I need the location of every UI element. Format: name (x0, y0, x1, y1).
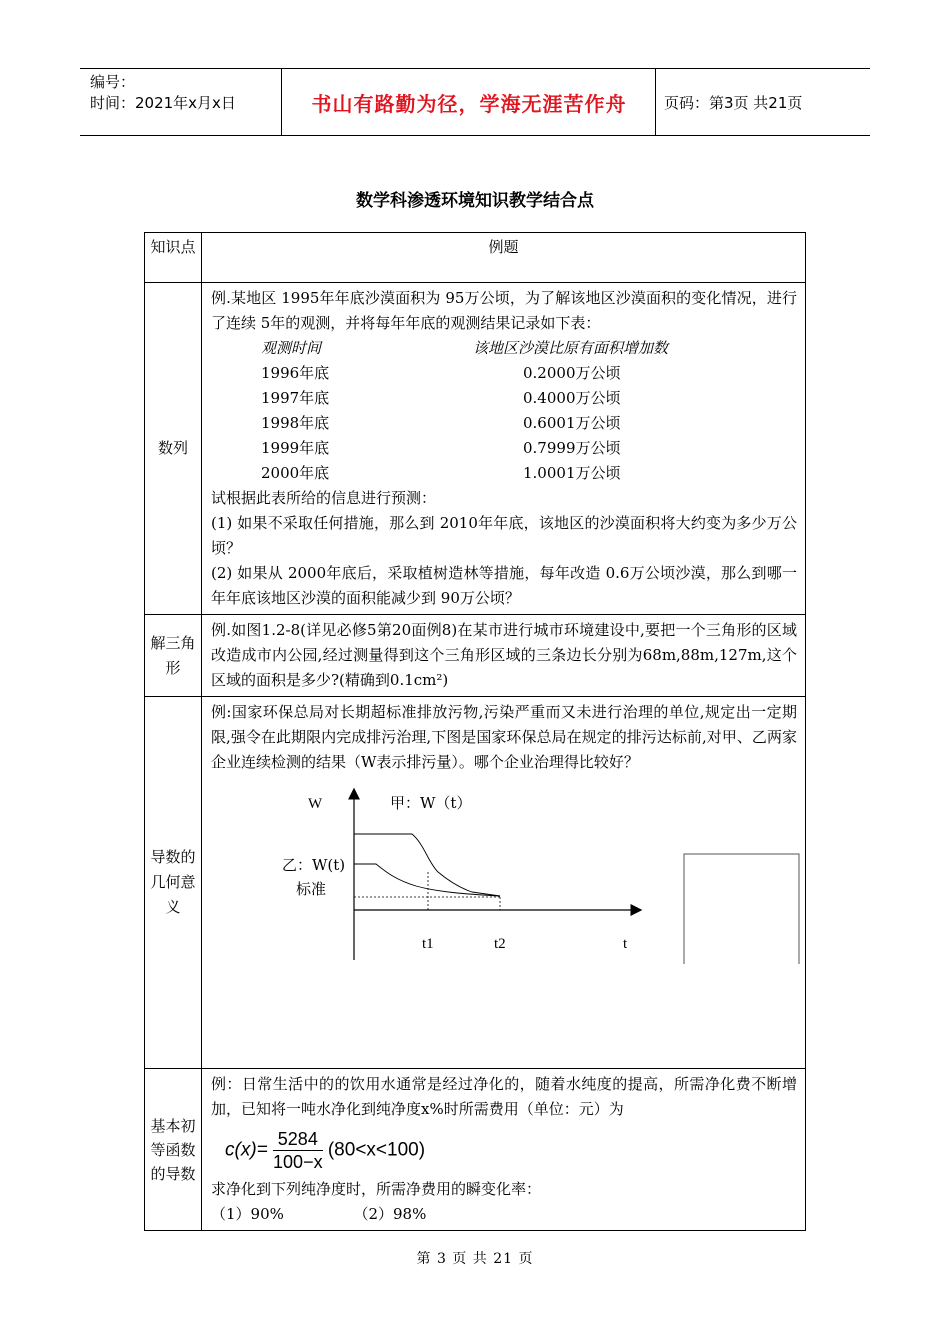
obs-year: 1999年底 (261, 439, 330, 457)
header-divider (655, 68, 656, 136)
header-example: 例题 (202, 233, 806, 283)
x-axis-label: t (623, 936, 628, 952)
example-question: 求净化到下列纯净度时，所需净费用的瞬变化率： (211, 1180, 542, 1198)
obs-year: 1997年底 (261, 389, 330, 407)
example-cell (202, 697, 806, 1069)
t2-label: t2 (494, 936, 506, 952)
table-row (145, 1069, 806, 1231)
obs-value: 0.4000万公顷 (523, 389, 621, 407)
obs-value: 1.0001万公顷 (523, 464, 621, 482)
topic-cell: 基本初等函数的导数 (145, 1069, 202, 1231)
table-row (145, 283, 806, 615)
header-topic: 知识点 (145, 233, 202, 283)
yi-curve (354, 864, 500, 896)
header-divider (281, 68, 282, 136)
observation-table (261, 336, 797, 486)
obs-year: 1996年底 (261, 364, 330, 382)
obs-value: 0.7999万公顷 (523, 439, 621, 457)
yi-label: 乙：W(t) (282, 856, 346, 874)
example-text: 例：日常生活中的的饮用水通常是经过净化的，随着水纯度的提高，所需净化费不断增加，已知将一吨水净化到纯净度x%时所需费用（单位：元）为 (211, 1075, 797, 1118)
cost-formula (225, 1128, 797, 1173)
answer-items (211, 1202, 797, 1227)
obs-year: 1998年底 (261, 414, 330, 432)
topic-cell: 导数的几何意义 (145, 697, 202, 1069)
pollution-graph (202, 784, 802, 964)
obs-header: 该地区沙漠比原有面积增加数 (473, 339, 669, 357)
example-cell (202, 283, 806, 615)
header-page-label: 页码：第3页 共21页 (664, 94, 803, 112)
topic-cell: 解三角形 (145, 615, 202, 697)
question-1: (1) 如果不采取任何措施，那么到 2010年年底，该地区的沙漠面积将大约变为多少万公顷？ (211, 514, 797, 557)
header-top-rule (80, 68, 870, 69)
formula-condition: (80<x<100) (327, 1139, 426, 1161)
placeholder-box (684, 854, 799, 964)
obs-header: 观测时间 (261, 339, 322, 357)
t1-label: t1 (422, 936, 434, 952)
formula-lhs: c(x)= (225, 1139, 268, 1161)
prompt-text: 试根据此表所给的信息进行预测： (211, 489, 437, 507)
formula-denominator: 100−x (273, 1152, 323, 1172)
date-label: 时间：2021年x月x日 (90, 94, 236, 112)
formula-numerator: 5284 (273, 1128, 323, 1151)
obs-year: 2000年底 (261, 464, 330, 482)
example-text: 例:国家环保总局对长期超标准排放污物,污染严重而又未进行治理的单位,规定出一定期限,强令在此期限内完成排污治理,下图是国家环保总局在规定的排污达标前,对甲、乙两家企业连续检测的结果（W表示排污量）。哪个企业治理得比较好？ (211, 703, 797, 771)
topic-cell: 数列 (145, 283, 202, 615)
code-label: 编号： (90, 73, 136, 91)
knowledge-table (144, 232, 806, 1231)
item-1: （1）90% (211, 1205, 284, 1223)
item-2: （2）98% (353, 1205, 427, 1223)
formula-fraction (273, 1128, 323, 1173)
table-row (145, 615, 806, 697)
example-cell (202, 1069, 806, 1231)
obs-value: 0.2000万公顷 (523, 364, 621, 382)
example-cell (202, 615, 806, 697)
table-row (145, 697, 806, 1069)
question-2: (2) 如果从 2000年底后，采取植树造林等措施，每年改造 0.6万公顷沙漠，那么到哪一年年底该地区沙漠的面积能减少到 90万公顷？ (211, 564, 797, 607)
header-motto: 书山有路勤为径，学海无涯苦作舟 (311, 92, 627, 116)
header-bottom-rule (80, 135, 870, 136)
jia-label: 甲：W（t） (390, 794, 472, 812)
obs-value: 0.6001万公顷 (523, 414, 621, 432)
page-footer: 第 3 页 共 21 页 (416, 1251, 534, 1267)
document-title: 数学科渗透环境知识教学结合点 (356, 191, 594, 211)
example-intro: 例.某地区 1995年年底沙漠面积为 95万公顷，为了解该地区沙漠面积的变化情况，进行了连续 5年的观测，并将每年年底的观测结果记录如下表： (211, 289, 797, 332)
standard-label: 标准 (296, 880, 327, 898)
header-meta (90, 72, 236, 114)
example-text: 例.如图1.2-8(详见必修5第20面例8)在某市进行城市环境建设中,要把一个三角形的区域改造成市内公园,经过测量得到这个三角形区域的三条边长分别为68m,88m,127m,这个区域的面积是多少?(精确到0.1cm²) (211, 621, 797, 689)
y-axis-label: W (308, 796, 323, 812)
jia-curve (354, 834, 500, 896)
table-header-row (145, 233, 806, 283)
